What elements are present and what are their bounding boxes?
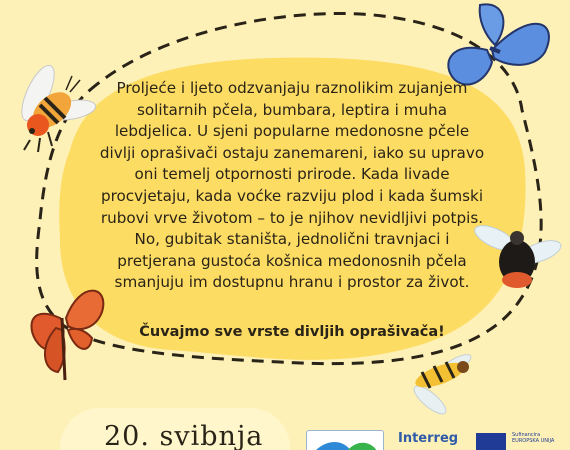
body-text-block <box>96 78 488 294</box>
orange-butterfly-icon <box>31 291 103 380</box>
interreg-logo: Interreg <box>398 431 459 446</box>
blue-butterfly-icon <box>448 4 549 84</box>
partner-logo <box>306 430 384 450</box>
eu-line-2: EUROPSKA UNIJA <box>512 438 555 444</box>
partner-logo-icon <box>307 431 383 450</box>
call-to-action: Čuvajmo sve vrste divljih oprašivača! <box>139 324 445 340</box>
eu-cofunded-text <box>512 432 554 444</box>
body-text: Proljeće i ljeto odzvanjaju raznolikim zujanjem solitarnih pčela, bumbara, leptira i muha lebdjelica. U sjeni popularne medonosne pčele divlji oprašivači ostaju zanemareni, iako su upravo oni temelj otpornosti prirode. Kada livade procvjetaju, kada voćke razviju plod i kada šumski rubovi vrve životom – to je njihov nevidljivi potpis. No, gubitak staništa, jednolični travnjaci i pretjerana gustoća košnica medonosnih pčela smanjuju im dostupnu hranu i prostor za život. <box>99 79 485 292</box>
eu-line-1: Sufinancira <box>512 432 541 438</box>
eu-flag-icon <box>476 433 506 450</box>
hoverfly-icon <box>410 351 473 418</box>
event-date: 20. svibnja <box>104 421 264 450</box>
